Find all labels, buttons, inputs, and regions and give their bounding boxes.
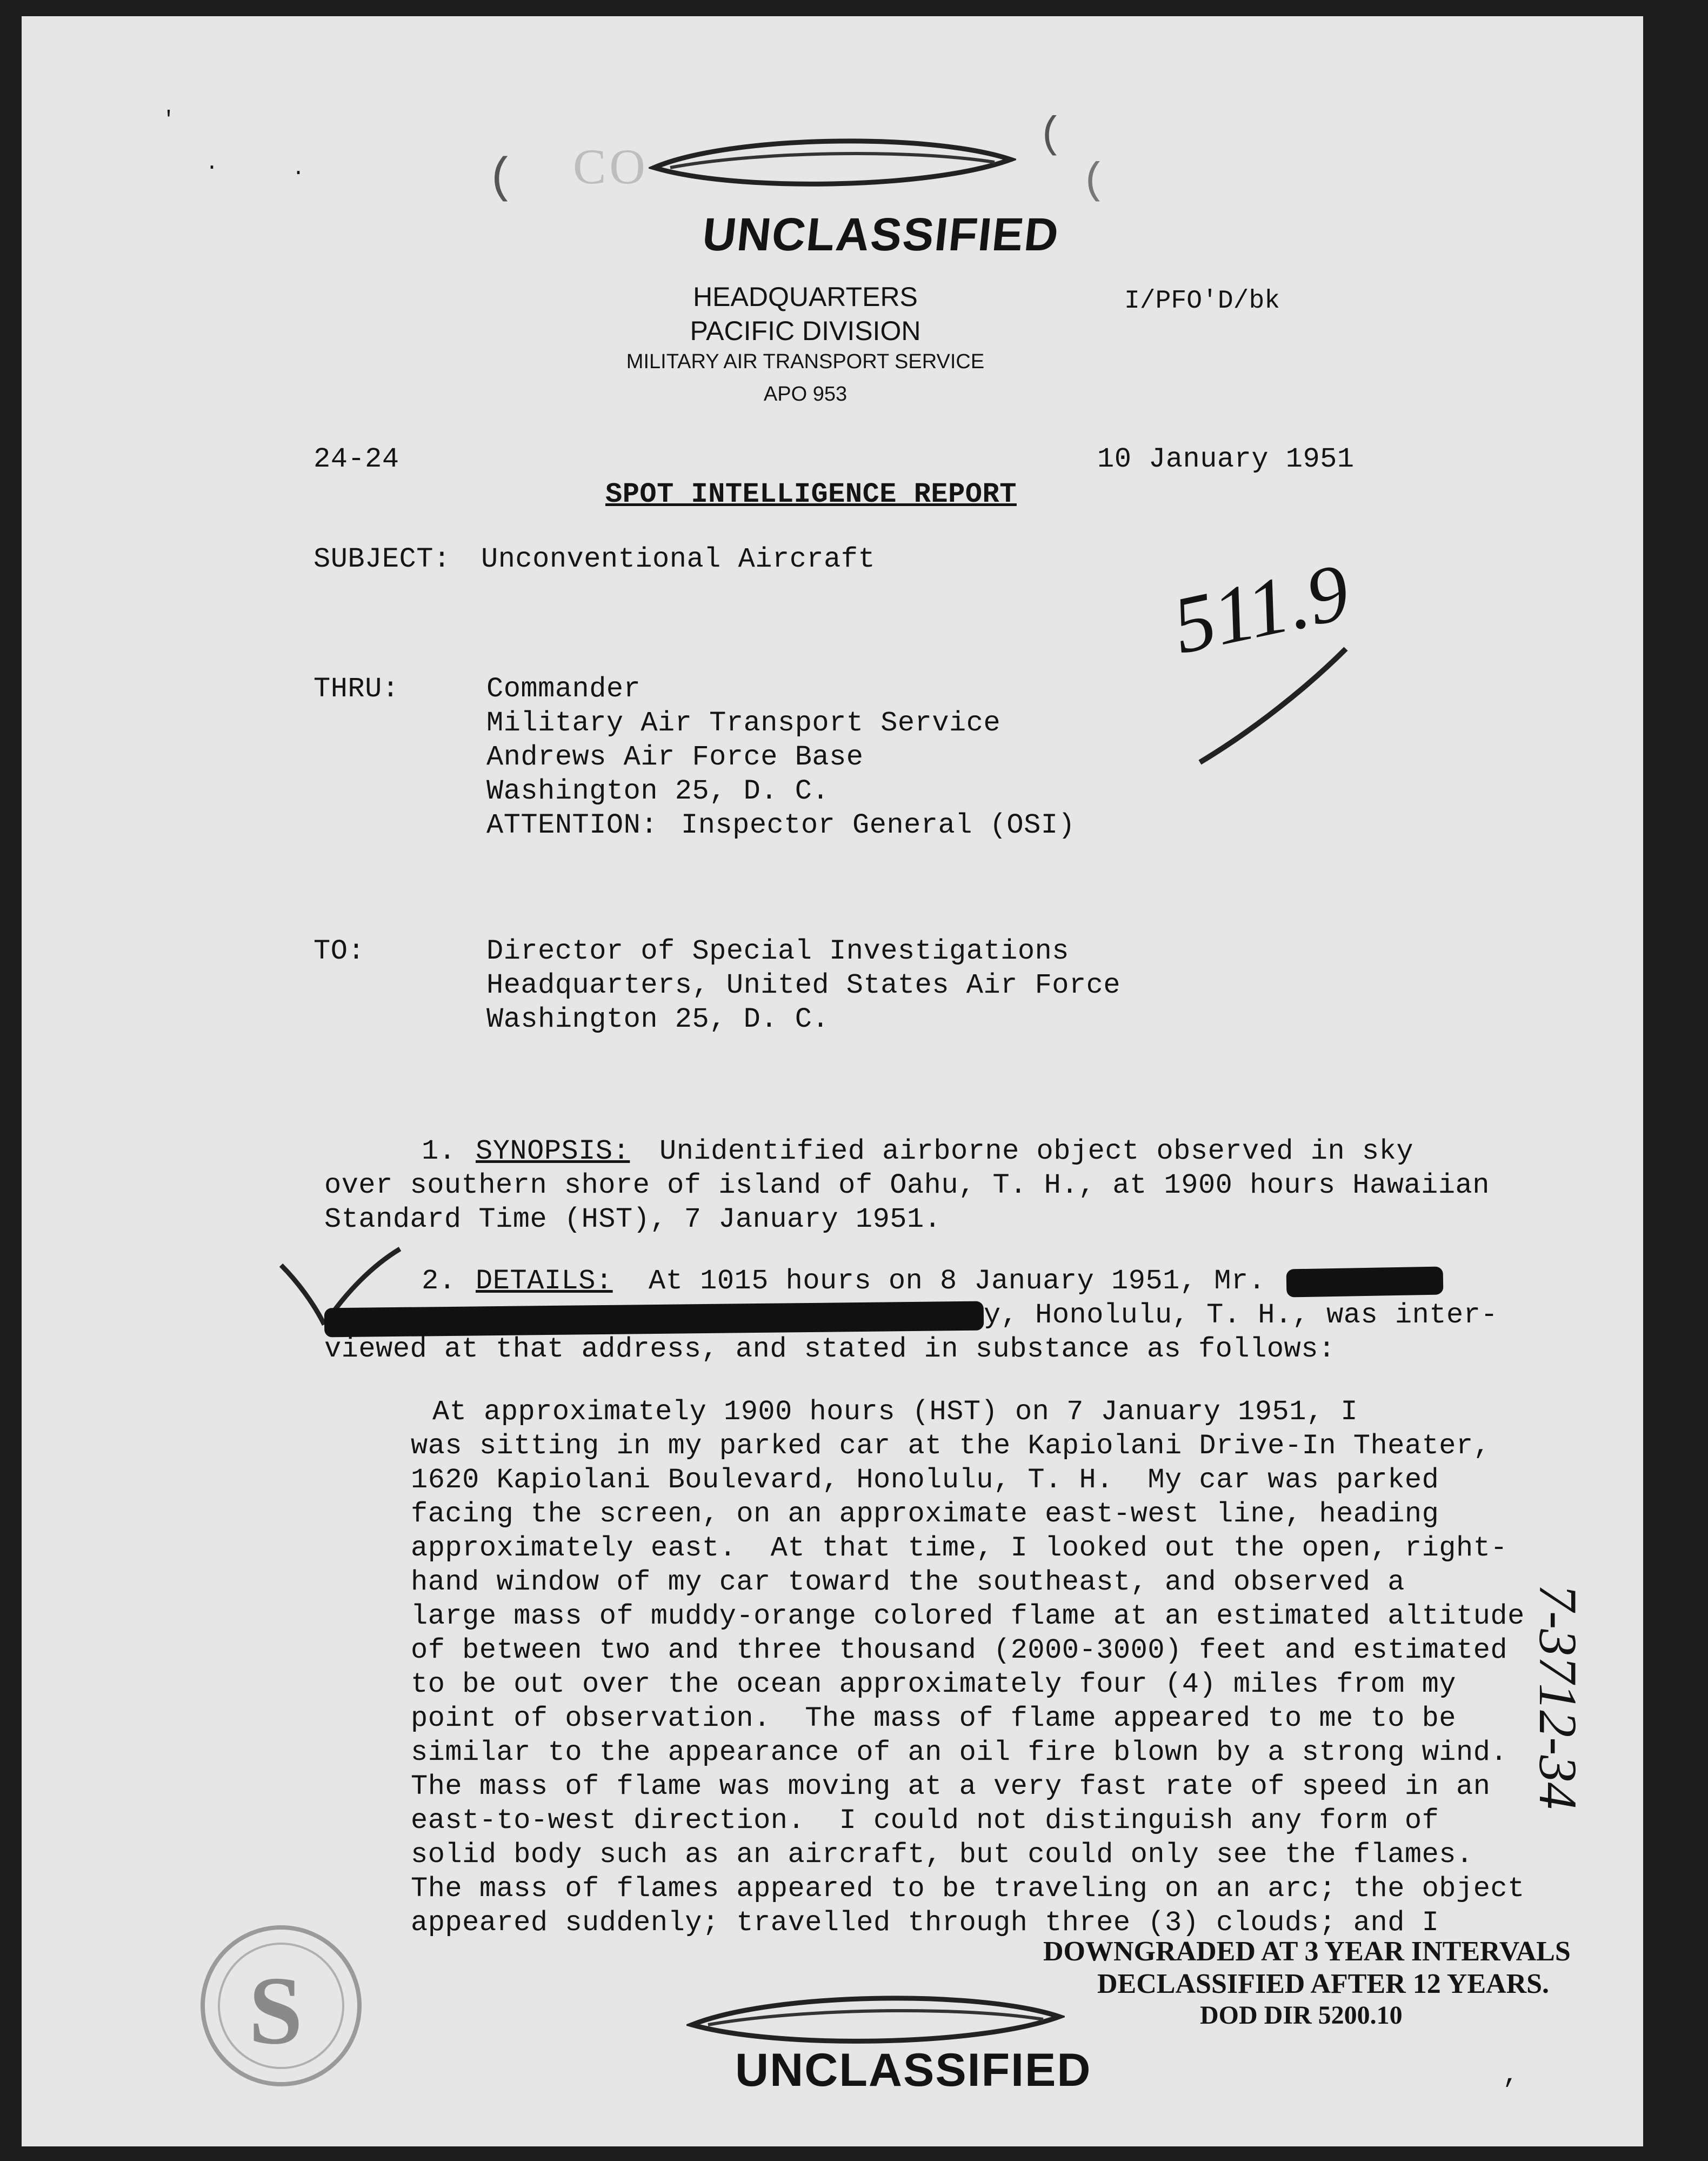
redaction-bar	[324, 1301, 984, 1338]
statement-line: east-to-west direction. I could not distinguish any form of	[411, 1805, 1439, 1837]
to-line: Director of Special Investigations	[486, 935, 1069, 967]
thru-line: Commander	[486, 673, 641, 705]
paragraph-2-heading: DETAILS:	[476, 1265, 613, 1297]
document-page	[22, 16, 1643, 2146]
letterhead-headquarters: HEADQUARTERS	[693, 282, 918, 312]
handwritten-slash	[1189, 643, 1351, 768]
downgrade-stamp-line: DOWNGRADED AT 3 YEAR INTERVALS	[1043, 1936, 1571, 1967]
paragraph-1-text: over southern shore of island of Oahu, T. H., at 1900 hours Hawaiian	[324, 1169, 1490, 1201]
paragraph-2-text: viewed at that address, and stated in substance as follows:	[324, 1333, 1336, 1365]
thru-line: Washington 25, D. C.	[486, 775, 830, 807]
stray-mark: .	[205, 151, 219, 176]
statement-line: The mass of flame was moving at a very fast rate of speed in an	[411, 1771, 1491, 1803]
letterhead-service: MILITARY AIR TRANSPORT SERVICE	[626, 350, 985, 373]
statement-line: The mass of flames appeared to be traveling on an arc; the object	[411, 1873, 1525, 1905]
letterhead-apo: APO 953	[763, 383, 848, 405]
statement-line: of between two and three thousand (2000-3000) feet and estimated	[411, 1634, 1508, 1666]
report-title: SPOT INTELLIGENCE REPORT	[605, 478, 1017, 510]
statement-line: was sitting in my parked car at the Kapiolani Drive-In Theater,	[411, 1430, 1491, 1462]
paren-mark: (	[1081, 157, 1107, 206]
paragraph-1-number: 1.	[422, 1135, 456, 1167]
strike-through-mark-top	[649, 130, 1016, 205]
statement-line: hand window of my car toward the southeast, and observed a	[411, 1566, 1405, 1598]
paragraph-2-number: 2.	[422, 1265, 456, 1297]
report-date: 10 January 1951	[1097, 443, 1355, 475]
office-symbol: I/PFO'D/bk	[1124, 287, 1280, 316]
to-line: Headquarters, United States Air Force	[486, 969, 1121, 1001]
stray-mark: '	[162, 108, 176, 132]
struck-confidential-stamp: CO	[573, 139, 649, 194]
statement-line: facing the screen, on an approximate east-west line, heading	[411, 1498, 1439, 1530]
file-number: 24-24	[313, 443, 399, 475]
security-stamp-letter: S	[249, 1957, 303, 2064]
thru-line: Andrews Air Force Base	[486, 741, 864, 773]
letterhead-division: PACIFIC DIVISION	[690, 316, 921, 346]
attention-value: Inspector General (OSI)	[681, 809, 1076, 841]
paragraph-1-heading: SYNOPSIS:	[476, 1135, 630, 1167]
subject-value: Unconventional Aircraft	[481, 543, 876, 575]
statement-line: to be out over the ocean approximately four (4) miles from my	[411, 1668, 1457, 1700]
statement-line: large mass of muddy-orange colored flame at an estimated altitude	[411, 1600, 1525, 1632]
margin-handwritten-number: 7-3712-34	[1528, 1584, 1588, 1810]
subject-label: SUBJECT:	[313, 543, 451, 575]
statement-line: solid body such as an aircraft, but could only see the flames.	[411, 1839, 1473, 1871]
handwritten-file-number: 511.9	[1165, 546, 1357, 671]
paragraph-2-text: At 1015 hours on 8 January 1951, Mr.	[649, 1265, 1266, 1297]
classification-top: UNCLASSIFIED	[700, 209, 1062, 261]
stray-mark: .	[292, 157, 305, 181]
statement-line: At approximately 1900 hours (HST) on 7 January 1951, I	[432, 1396, 1358, 1428]
thru-label: THRU:	[313, 673, 399, 705]
statement-line: similar to the appearance of an oil fire blown by a strong wind.	[411, 1737, 1508, 1768]
to-line: Washington 25, D. C.	[486, 1003, 830, 1035]
statement-line: appeared suddenly; travelled through three (3) clouds; and I	[411, 1907, 1439, 1939]
stray-mark: ,	[1503, 2060, 1519, 2091]
paren-mark: (	[1038, 111, 1064, 160]
paragraph-1-text: Standard Time (HST), 7 January 1951.	[324, 1203, 942, 1235]
downgrade-stamp-line: DOD DIR 5200.10	[1200, 2001, 1403, 2030]
statement-line: approximately east. At that time, I looked out the open, right-	[411, 1532, 1508, 1564]
thru-line: Military Air Transport Service	[486, 707, 1001, 739]
to-label: TO:	[313, 935, 365, 967]
redaction-bar	[1286, 1266, 1444, 1297]
statement-line: 1620 Kapiolani Boulevard, Honolulu, T. H. My car was parked	[411, 1464, 1439, 1496]
paragraph-1-text: Unidentified airborne object observed in sky	[659, 1135, 1414, 1167]
downgrade-stamp-line: DECLASSIFIED AFTER 12 YEARS.	[1097, 1969, 1550, 1999]
paren-mark: (	[486, 151, 516, 207]
paragraph-2-text: y, Honolulu, T. H., was inter-	[984, 1299, 1498, 1331]
classification-bottom: UNCLASSIFIED	[735, 2044, 1092, 2096]
statement-line: point of observation. The mass of flame appeared to me to be	[411, 1703, 1457, 1734]
attention-label: ATTENTION:	[486, 809, 658, 841]
